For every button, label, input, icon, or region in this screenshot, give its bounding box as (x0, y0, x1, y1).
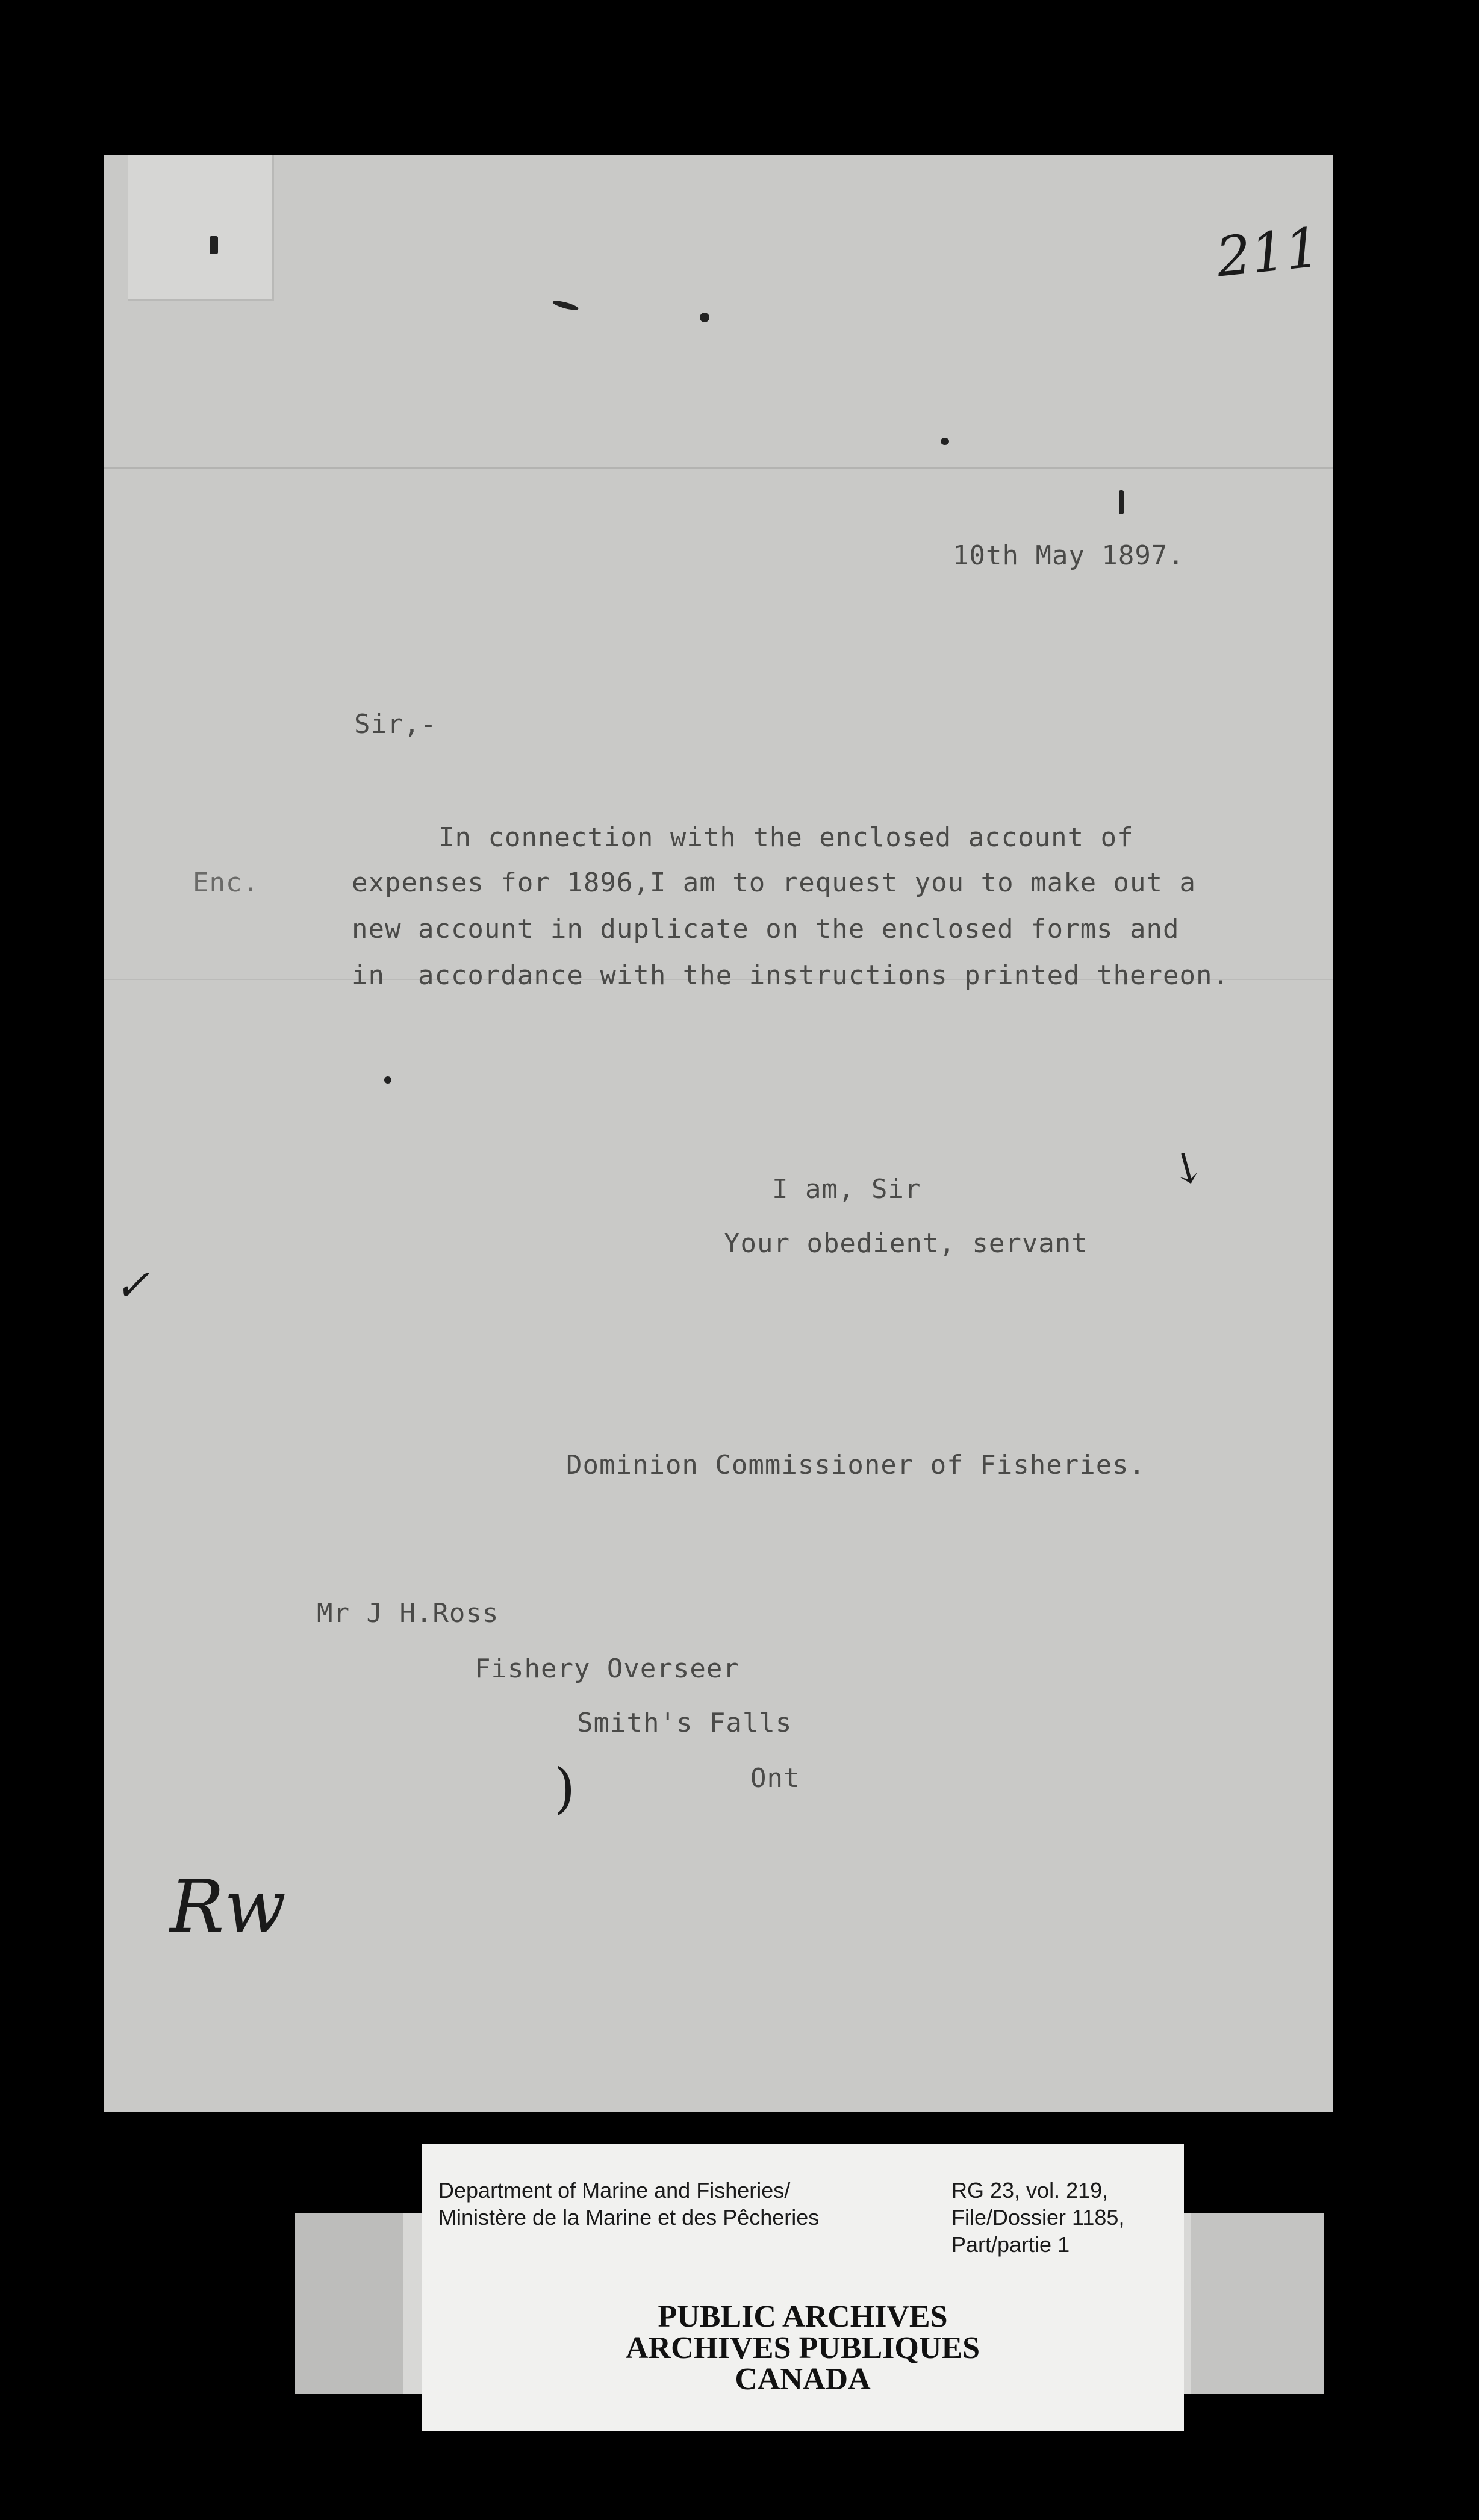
archives-stamp-line: ARCHIVES PUBLIQUES (625, 2331, 980, 2365)
record-group-reference: RG 23, vol. 219, (951, 2178, 1109, 2203)
letter-date: 10th May 1897. (953, 540, 1185, 571)
ink-mark (552, 299, 579, 311)
addressee-title: Fishery Overseer (475, 1653, 740, 1684)
label-edge (1191, 2213, 1324, 2394)
ink-mark (1119, 490, 1124, 514)
body-line: in accordance with the instructions printed thereon. (352, 960, 1229, 991)
archives-stamp-line: PUBLIC ARCHIVES (658, 2300, 948, 2334)
ink-mark (941, 438, 949, 445)
file-reference: File/Dossier 1185, (951, 2205, 1125, 2230)
department-english: Department of Marine and Fisheries/ (438, 2178, 791, 2203)
department-french: Ministère de la Marine et des Pêcheries (438, 2205, 820, 2230)
addressee-town: Smith's Falls (577, 1708, 792, 1738)
salutation: Sir,- (354, 709, 437, 740)
part-reference: Part/partie 1 (951, 2232, 1070, 2257)
closing-line: Your obedient, servant (724, 1228, 1088, 1259)
ink-mark (700, 313, 709, 322)
body-line: In connection with the enclosed account of (438, 822, 1134, 853)
addressee-name: Mr J H.Ross (317, 1598, 499, 1629)
fold-line (104, 467, 1333, 469)
enclosure-note: Enc. (193, 867, 259, 898)
corner-stain (128, 155, 274, 301)
check-mark: ✓ (114, 1261, 150, 1310)
folio-number: 211 (1213, 216, 1323, 290)
handwritten-initials: Rw (170, 1865, 287, 1949)
bracket-mark: ) (554, 1757, 576, 1820)
arrow-mark: ↘ (1159, 1137, 1215, 1198)
signature-title: Dominion Commissioner of Fisheries. (566, 1450, 1146, 1480)
addressee-province: Ont (750, 1763, 800, 1794)
body-line: expenses for 1896,I am to request you to make out a (352, 867, 1197, 898)
label-edge (295, 2213, 403, 2394)
archives-stamp-line: CANADA (735, 2362, 871, 2397)
body-line: new account in duplicate on the enclosed forms and (352, 914, 1180, 944)
letter-page (104, 155, 1333, 2112)
ink-mark (210, 236, 218, 254)
ink-mark (384, 1076, 391, 1084)
closing-line: I am, Sir (772, 1174, 921, 1205)
